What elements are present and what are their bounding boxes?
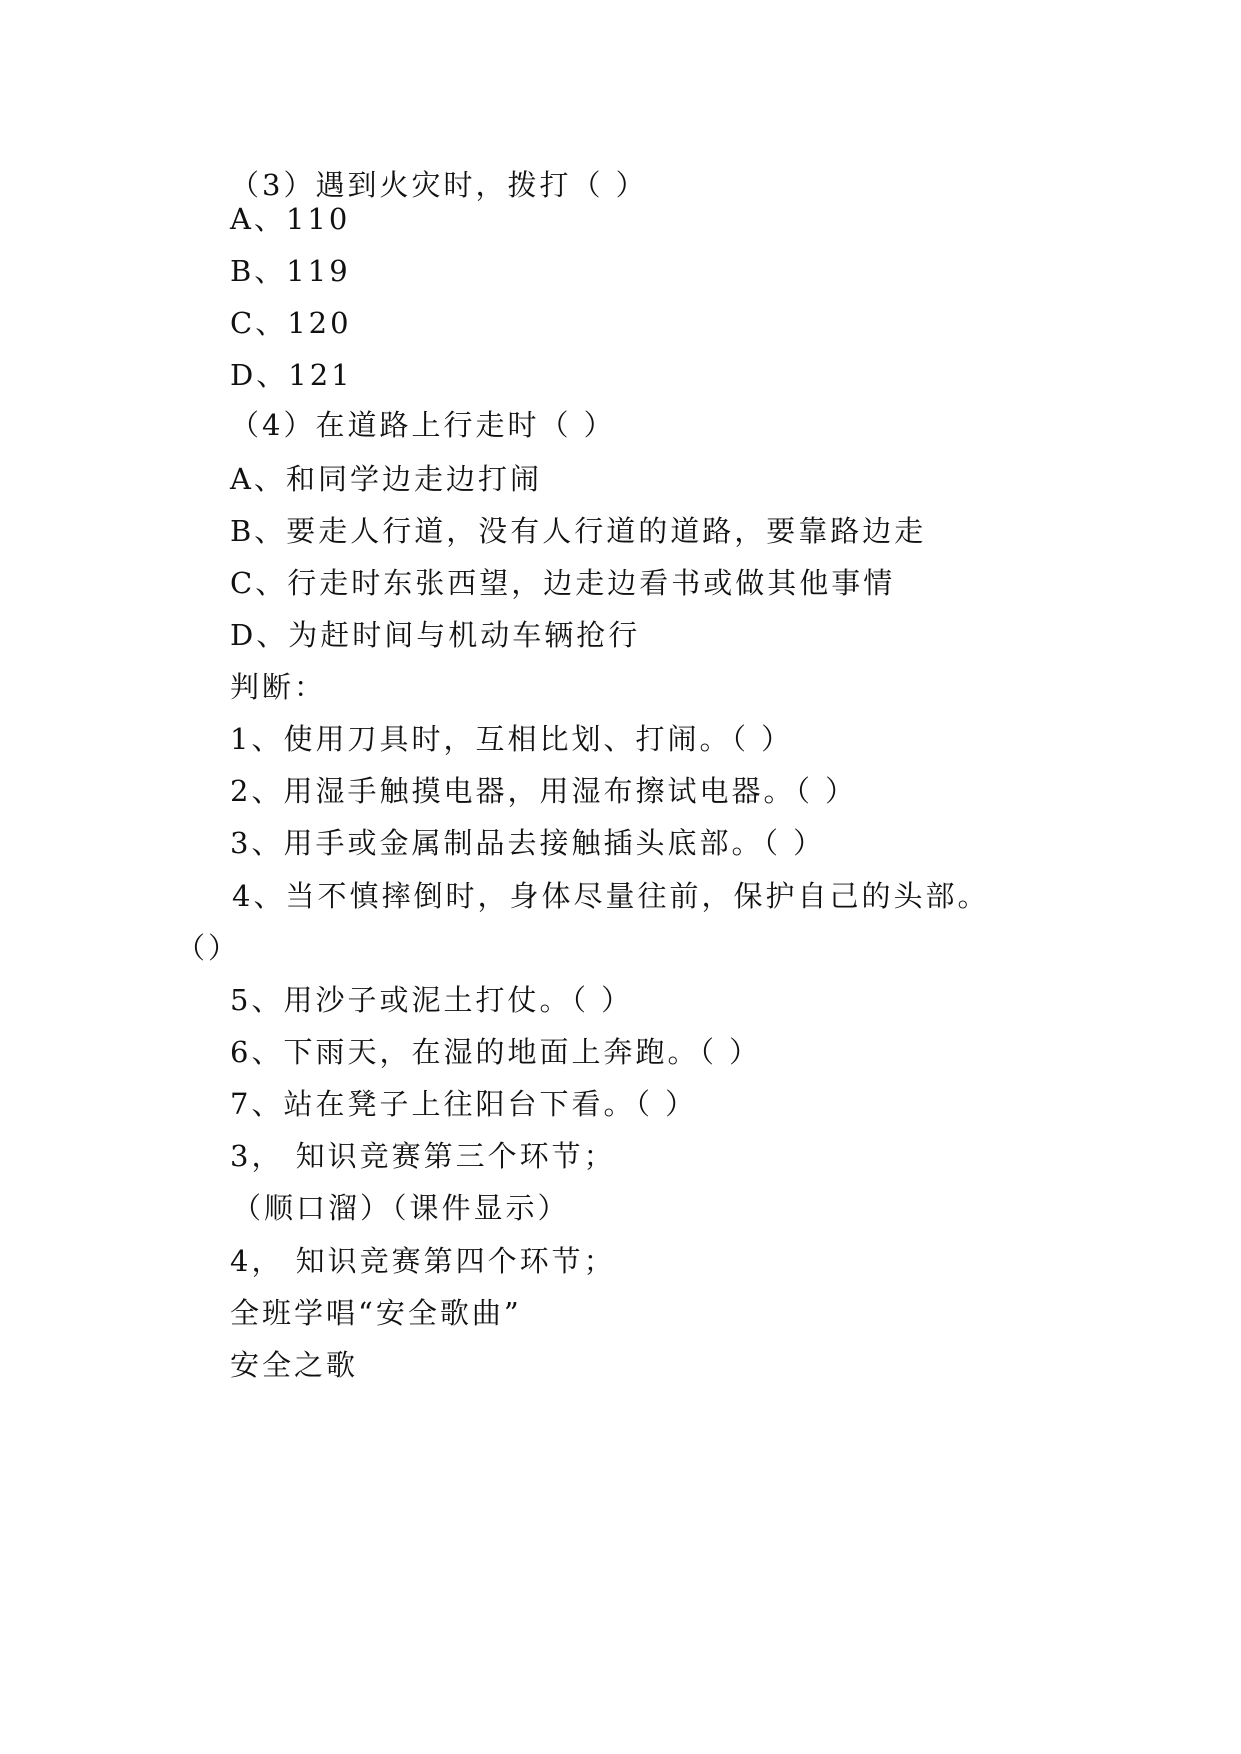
question-4-option-c: C、行走时东张西望，边走边看书或做其他事情: [230, 566, 896, 600]
judgment-item-6: 6、下雨天，在湿的地面上奔跑。（ ）: [230, 1035, 762, 1069]
judgment-item-1: 1、使用刀具时，互相比划、打闹。（ ）: [230, 722, 794, 756]
question-4-stem: （4）在道路上行走时（ ）: [230, 408, 616, 442]
song-title: 安全之歌: [230, 1348, 359, 1382]
judgment-item-7: 7、站在凳子上往阳台下看。（ ）: [230, 1087, 698, 1121]
section-4-song-intro: 全班学唱“安全歌曲”: [230, 1296, 522, 1330]
question-3-option-a: A、110: [230, 202, 351, 236]
judgment-item-4-blank: （）: [176, 931, 241, 965]
question-3-option-d: D、121: [230, 358, 353, 392]
section-4-heading: 4， 知识竞赛第四个环节；: [230, 1244, 616, 1278]
question-4-option-d: D、为赶时间与机动车辆抢行: [230, 618, 641, 652]
section-3-note: （顺口溜）（课件显示）: [232, 1191, 570, 1225]
judgment-item-3: 3、用手或金属制品去接触插头底部。（ ）: [230, 826, 826, 860]
judgment-item-5: 5、用沙子或泥土打仗。（ ）: [230, 983, 634, 1017]
question-4-option-b: B、要走人行道，没有人行道的道路，要靠路边走: [230, 514, 927, 548]
judgment-heading: 判断：: [230, 670, 327, 704]
judgment-item-2: 2、用湿手触摸电器，用湿布擦试电器。（ ）: [230, 774, 858, 808]
question-3-option-b: B、119: [230, 254, 351, 288]
question-4-option-a: A、和同学边走边打闹: [230, 462, 542, 496]
section-3-heading: 3， 知识竞赛第三个环节；: [230, 1139, 616, 1173]
question-3-option-c: C、120: [230, 306, 352, 340]
judgment-item-4: 4、当不慎摔倒时，身体尽量往前，保护自己的头部。: [232, 879, 990, 913]
question-3-stem: （3）遇到火灾时，拨打（ ）: [230, 168, 648, 202]
